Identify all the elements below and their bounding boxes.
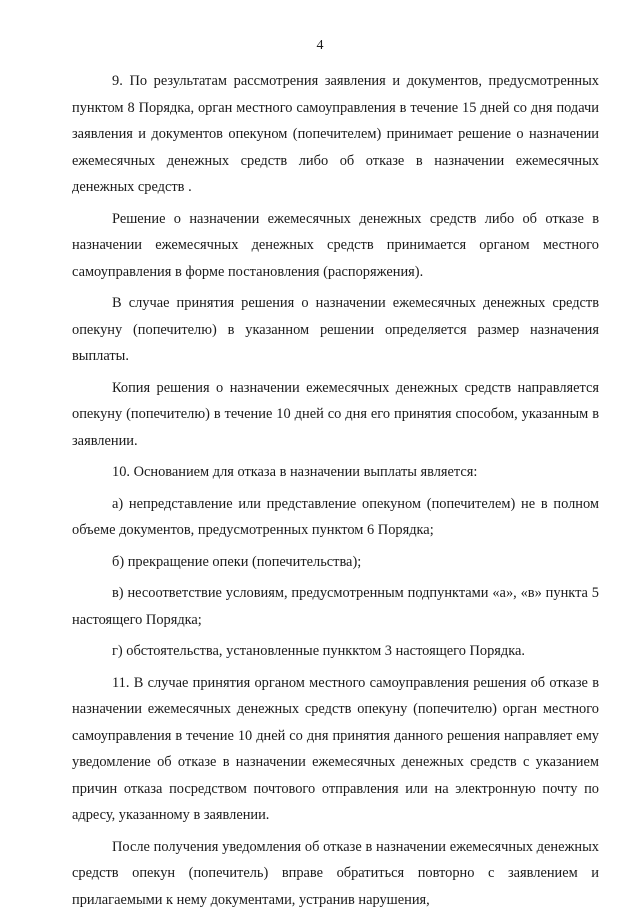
paragraph-refusal-d: г) обстоятельства, установленные пункктом 3 настоящего Порядка. <box>112 643 525 659</box>
paragraph-refusal-a: а) непредставление или представление опекуном (попечителем) не в полном объеме документов, предусмотренных пунктом 6 Порядка; <box>72 495 599 538</box>
paragraph-decision-copy: Копия решения о назначении ежемесячных денежных средств направляется опекуну (попечителю) в течение 10 дней со дня его принятия способом, указанным в заявлении. <box>72 379 599 449</box>
paragraph-reapply: После получения уведомления об отказе в назначении ежемесячных денежных средств опекун (попечитель) вправе обратиться повторно с заявлением и прилагаемыми к нему документами, устранив нарушения, <box>72 838 599 908</box>
page-number: 4 <box>316 38 324 53</box>
document-body <box>72 68 599 918</box>
paragraph-decision-form: Решение о назначении ежемесячных денежных средств либо об отказе в назначении ежемесячных денежных средств принимается органом местного самоуправления в форме постановления (распоряжения). <box>72 210 599 280</box>
paragraph-refusal-c: в) несоответствие условиям, предусмотренным подпунктами «а», «в» пункта 5 настоящего Порядка; <box>72 585 599 628</box>
paragraph-item-11: 11. В случае принятия органом местного самоуправления решения об отказе в назначении ежемесячных денежных средств опекуну (попечителю) орган местного самоуправления в течение 10 дней со дня принятия данного решения направляет ему уведомление об отказе в назначении ежемесячных денежных средств с указанием причин отказа посредством почтового отправления или на электронную почту по адресу, указанному в заявлении. <box>72 674 599 823</box>
paragraph-refusal-b: б) прекращение опеки (попечительства); <box>112 553 362 570</box>
paragraph-item-9: 9. По результатам рассмотрения заявления и документов, предусмотренных пунктом 8 Порядка, орган местного самоуправления в течение 15 дней со дня подачи заявления и документов опекуном (попечителем) принимает решение о назначении ежемесячных денежных средств либо об отказе в назначении ежемесячных денежных средств . <box>72 73 599 195</box>
paragraph-item-10: 10. Основанием для отказа в назначении выплаты является: <box>112 464 478 480</box>
paragraph-payment-amount: В случае принятия решения о назначении ежемесячных денежных средств опекуну (попечителю) в указанном решении определяется размер назначения выплаты. <box>72 295 599 364</box>
